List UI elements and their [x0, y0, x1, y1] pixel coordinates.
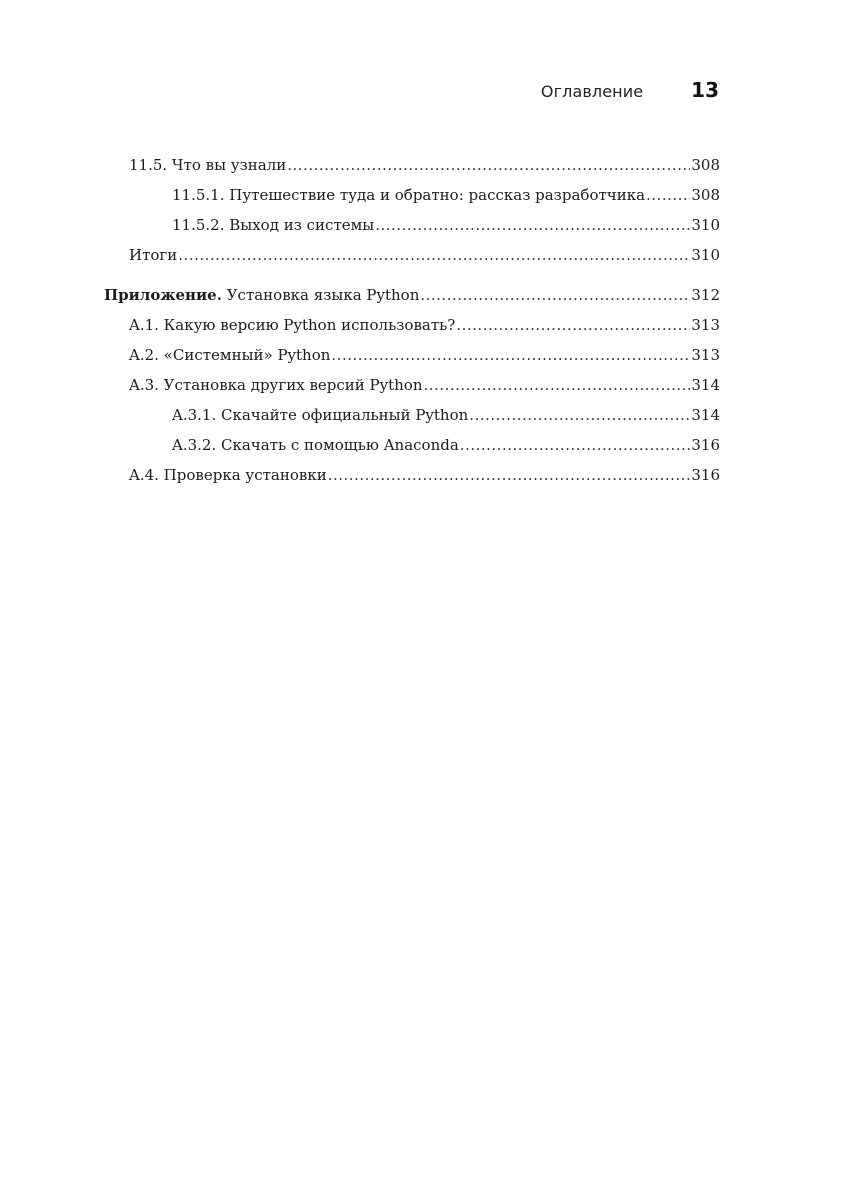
toc-entry-title: A.4. Проверка установки: [129, 466, 327, 484]
toc-entry-title: 11.5.2. Выход из системы: [172, 216, 375, 234]
page-number: 13: [691, 78, 719, 102]
toc-entry-title: A.3.1. Скачайте официальный Python: [172, 406, 469, 424]
dot-leader: [178, 240, 690, 270]
dot-leader: [469, 400, 690, 430]
dot-leader: [287, 150, 690, 180]
toc-entry-page: 316: [691, 466, 720, 484]
dot-leader: [646, 180, 690, 210]
toc-entry-page: 310: [691, 216, 720, 234]
toc-entry-title: A.1. Какую версию Python использовать?: [129, 316, 456, 334]
toc-entry-appendix: [104, 280, 720, 310]
toc-entry-a-3-1: [104, 400, 720, 430]
toc-entry-page: 312: [691, 286, 720, 304]
toc-entry-page: 314: [691, 376, 720, 394]
table-of-contents: [104, 150, 720, 490]
toc-entry-a-3: [104, 370, 720, 400]
running-title: Оглавление: [540, 82, 644, 101]
toc-entry-page: 308: [691, 186, 720, 204]
dot-leader: [328, 460, 691, 490]
toc-entry-a-1: [104, 310, 720, 340]
toc-entry-a-4: [104, 460, 720, 490]
toc-entry-page: 313: [691, 316, 720, 334]
toc-entry-11-5-2: [104, 210, 720, 240]
appendix-title: Установка языка Python: [226, 286, 420, 304]
dot-leader: [424, 370, 691, 400]
dot-leader: [420, 280, 690, 310]
toc-entry-summary: [104, 240, 720, 270]
toc-entry-page: 310: [691, 246, 720, 264]
dot-leader: [375, 210, 690, 240]
toc-entry-page: 316: [691, 436, 720, 454]
toc-entry-title: 11.5.1. Путешествие туда и обратно: рассказ разработчика: [172, 186, 646, 204]
toc-entry-title: Итоги: [129, 246, 178, 264]
toc-entry-page: 314: [691, 406, 720, 424]
dot-leader: [460, 430, 691, 460]
toc-entry-page: 308: [691, 156, 720, 174]
toc-entry-11-5-1: [104, 180, 720, 210]
toc-entry-page: 313: [691, 346, 720, 364]
running-header: [541, 78, 719, 102]
toc-entry-11-5: [104, 150, 720, 180]
toc-entry-title: A.3.2. Скачать с помощью Anaconda: [172, 436, 459, 454]
toc-entry-a-3-2: [104, 430, 720, 460]
toc-entry-title: A.2. «Системный» Python: [129, 346, 331, 364]
toc-entry-a-2: [104, 340, 720, 370]
appendix-label: Приложение.: [104, 286, 222, 304]
dot-leader: [331, 340, 690, 370]
dot-leader: [456, 310, 690, 340]
toc-entry-title: 11.5. Что вы узнали: [129, 156, 287, 174]
toc-entry-title: A.3. Установка других версий Python: [129, 376, 423, 394]
toc-entry-title: [104, 280, 419, 310]
